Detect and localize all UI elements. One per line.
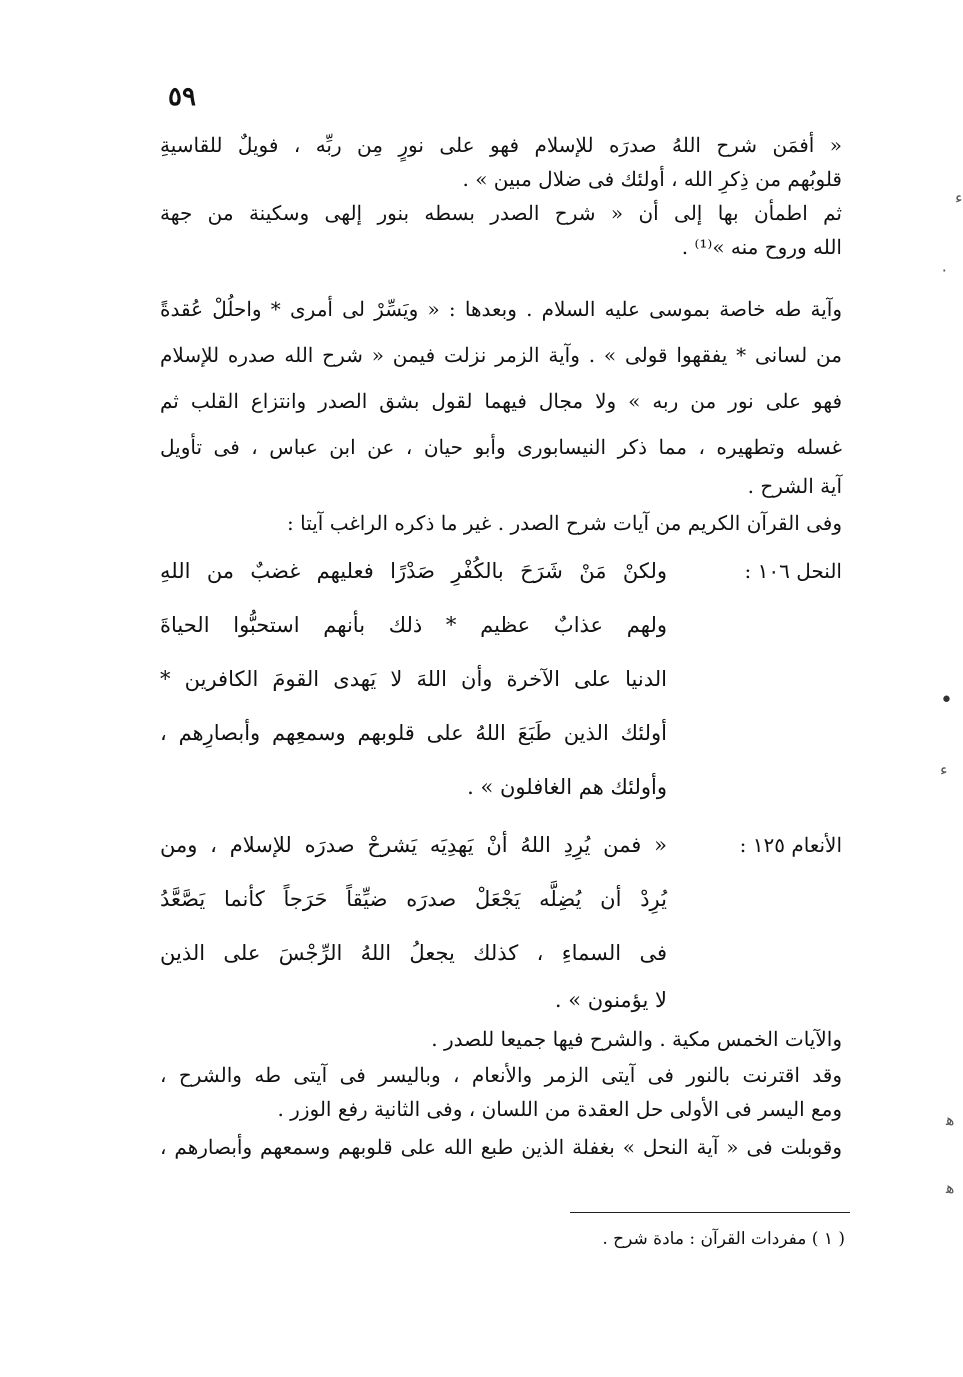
margin-mark: ء bbox=[940, 760, 948, 779]
text-line: وآية طه خاصة بموسى عليه السلام . وبعدها : « ويَسِّرْ لى أمرى * واحلُلْ عُقدةً bbox=[160, 297, 842, 321]
verse-line: « فمن يُرِدِ اللهُ أنْ يَهدِيَه يَشرحْ صدرَه للإسلام ، ومن bbox=[160, 833, 667, 857]
verse-line: وأولئك هم الغافلون » . bbox=[467, 775, 667, 799]
text-line: الله وروح منه »⁽¹⁾ . bbox=[681, 235, 842, 259]
margin-mark: • bbox=[940, 688, 953, 713]
verses-intro: وفى القرآن الكريم من آيات شرح الصدر . غير ما ذكره الراغب آيتا : bbox=[287, 511, 842, 535]
verse-number: ١٢٥ : bbox=[739, 833, 785, 857]
intro-paragraph bbox=[160, 128, 842, 264]
margin-mark: ء bbox=[955, 188, 963, 207]
footnote: ( ١ ) مفردات القرآن : مادة شرح . bbox=[602, 1229, 845, 1249]
margin-mark: ﻫ bbox=[946, 1110, 955, 1129]
margin-mark: ٠ bbox=[940, 260, 949, 279]
verse-label bbox=[667, 818, 842, 872]
verse-line: الدنيا على الآخرة وأن اللهَ لا يَهدى القومَ الكافرين * bbox=[160, 667, 667, 691]
verse-line: أولئك الذين طَبَعَ اللهُ على قلوبهم وسمعِهم وأبصارِهم ، bbox=[160, 721, 667, 745]
taha-paragraph bbox=[160, 286, 842, 502]
verse-number: ١٠٦ : bbox=[744, 559, 790, 583]
text-line: آية الشرح . bbox=[747, 474, 842, 498]
verse-line: ولكنْ مَنْ شَرَحَ بالكُفْرِ صَدْرًا فعليهم غضبٌ من اللهِ bbox=[160, 559, 667, 583]
page-number: ٥٩ bbox=[168, 82, 196, 112]
text-line: غسله وتطهيره ، مما ذكر النيسابورى وأبو حيان ، عن ابن عباس ، فى تأويل bbox=[160, 435, 842, 459]
text-line: فهو على نور من ربه » ولا مجال فيهما لقول بشق الصدر وانتزاع القلب ثم bbox=[160, 389, 842, 413]
text-line: والآيات الخمس مكية . والشرح فيها جميعا للصدر . bbox=[431, 1027, 842, 1051]
verse-nahl bbox=[160, 544, 842, 814]
verse-line: فى السماءِ ، كذلك يجعلُ اللهُ الرِّجْسَ على الذين bbox=[160, 941, 667, 965]
text-line: وقوبلت فى « آية النحل » بغفلة الذين طبع الله على قلوبهم وسمعهم وأبصارهم ، bbox=[160, 1135, 842, 1159]
sura-name: النحل bbox=[796, 559, 842, 583]
main-text bbox=[160, 128, 842, 1168]
text-line: « أفمَن شرح اللهُ صدرَه للإسلام فهو على نورٍ مِن ربِّه ، فويلٌ للقاسيةِ bbox=[160, 133, 842, 157]
text-line: ومع اليسر فى الأولى حل العقدة من اللسان ، وفى الثانية رفع الوزر . bbox=[277, 1097, 842, 1121]
text-line: قلوبُهم من ذِكرِ الله ، أولئك فى ضلال مبين » . bbox=[462, 167, 842, 191]
text-line: من لسانى * يفقهوا قولى » . وآية الزمر نزلت فيمن « شرح الله صدره للإسلام bbox=[160, 343, 842, 367]
verse-line: يُرِدْ أن يُضِلَّه يَجْعَلْ صدرَه ضيِّقاً حَرَجاً كأنما يَصَّعَّدُ bbox=[160, 887, 667, 911]
verse-line: ولهم عذابٌ عظيم * ذلك بأنهم استحبُّوا الحياةَ bbox=[160, 613, 667, 637]
verse-text bbox=[160, 818, 667, 1020]
margin-mark: ﻫ bbox=[946, 1178, 955, 1197]
sura-name: الأنعام bbox=[791, 833, 842, 857]
verse-label bbox=[667, 544, 842, 598]
text-line: ثم اطمأن بها إلى أن « شرح الصدر بسطه بنور إلهى وسكينة من جهة bbox=[160, 201, 842, 225]
closing-paragraph bbox=[160, 1020, 842, 1168]
verse-text bbox=[160, 544, 667, 814]
footnote-divider bbox=[570, 1212, 850, 1213]
verse-line: لا يؤمنون » . bbox=[554, 988, 667, 1012]
verse-anam bbox=[160, 818, 842, 1020]
text-line: وقد اقترنت بالنور فى آيتى الزمر والأنعام ، وباليسر فى آيتى طه والشرح ، bbox=[160, 1063, 842, 1087]
